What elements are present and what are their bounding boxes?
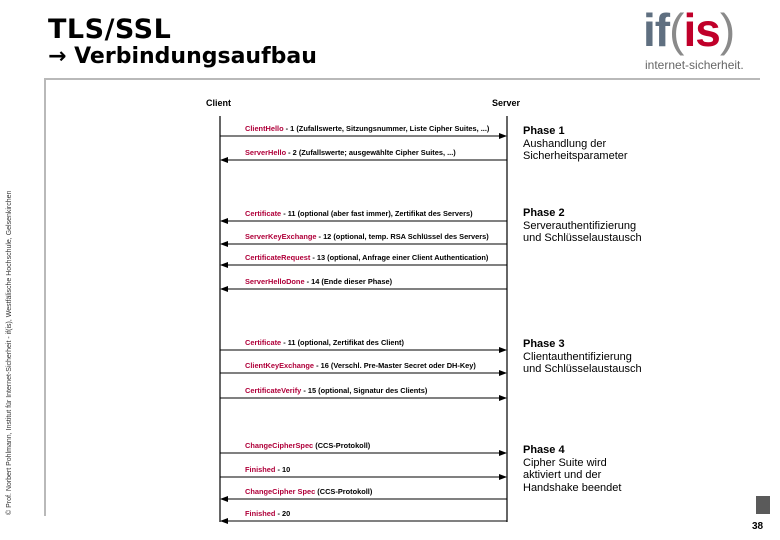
message-label: [245, 253, 488, 262]
message-desc: - 10: [275, 465, 291, 474]
message-label: [245, 338, 404, 347]
message-name: CertificateRequest: [245, 253, 311, 262]
message-label: [245, 148, 456, 157]
message-label: [245, 124, 489, 133]
message-name: ClientHello: [245, 124, 284, 133]
phase-1: Phase 1 Aushandlung der Sicherheitsparameter: [523, 125, 628, 162]
client-label: Client: [206, 98, 232, 108]
message-label: [245, 509, 290, 518]
message-desc: - 20: [275, 509, 291, 518]
message-desc: (CCS-Protokoll): [313, 441, 371, 450]
message-desc: - 11 (optional (aber fast immer), Zertifikat des Servers): [281, 209, 473, 218]
message-label: [245, 361, 476, 370]
message-label: [245, 386, 427, 395]
page-number: 38: [752, 521, 764, 532]
message-name: ServerKeyExchange: [245, 232, 317, 241]
message-label: [245, 487, 372, 496]
server-label: Server: [492, 98, 521, 108]
arrow-right-icon: →: [48, 44, 67, 69]
message-name: CertificateVerify: [245, 386, 302, 395]
message-name: Finished: [245, 465, 276, 474]
message-name: ClientKeyExchange: [245, 361, 315, 370]
message-desc: - 2 (Zufallswerte; ausgewählte Cipher Suites, ...): [286, 148, 456, 157]
message-desc: (CCS-Protokoll): [315, 487, 373, 496]
message-desc: - 11 (optional, Zertifikat des Client): [281, 338, 404, 347]
message-desc: - 1 (Zufallswerte, Sitzungsnummer, Liste Cipher Suites, ...): [283, 124, 490, 133]
corner-block: [756, 496, 770, 514]
message-label: [245, 441, 370, 450]
message-label: [245, 277, 392, 286]
message-label: [245, 465, 290, 474]
message-name: Certificate: [245, 338, 282, 347]
sidebar-credit: © Prof. Norbert Pohlmann, Institut für Internet-Sicherheit - if(is), Westfälische Hochschule, Gelsenkirchen: [6, 190, 13, 515]
message-desc: - 12 (optional, temp. RSA Schlüssel des Servers): [316, 232, 489, 241]
message-desc: - 14 (Ende dieser Phase): [304, 277, 393, 286]
subtitle-text: Verbindungsaufbau: [74, 44, 317, 69]
ifis-logo: if(is): [643, 4, 735, 56]
phase-4: Phase 4 Cipher Suite wird aktiviert und der Handshake beendet: [523, 444, 622, 494]
message-name: ServerHelloDone: [245, 277, 305, 286]
message-label: [245, 232, 489, 241]
logo-text: internet-sicherheit.: [645, 58, 744, 72]
message-name: ServerHello: [245, 148, 287, 157]
message-desc: - 13 (optional, Anfrage einer Client Authentication): [310, 253, 489, 262]
message-label: [245, 209, 473, 218]
message-name: Certificate: [245, 209, 282, 218]
message-name: ChangeCipher Spec: [245, 487, 316, 496]
message-name: Finished: [245, 509, 276, 518]
page-title: TLS/SSL: [48, 14, 172, 45]
message-name: ChangeCipherSpec: [245, 441, 314, 450]
phase-2: Phase 2 Serverauthentifizierung und Schlüsselaustausch: [523, 207, 642, 244]
message-desc: - 15 (optional, Signatur des Clients): [301, 386, 428, 395]
message-desc: - 16 (Verschl. Pre-Master Secret oder DH-Key): [314, 361, 476, 370]
phase-3: Phase 3 Clientauthentifizierung und Schlüsselaustausch: [523, 338, 642, 375]
